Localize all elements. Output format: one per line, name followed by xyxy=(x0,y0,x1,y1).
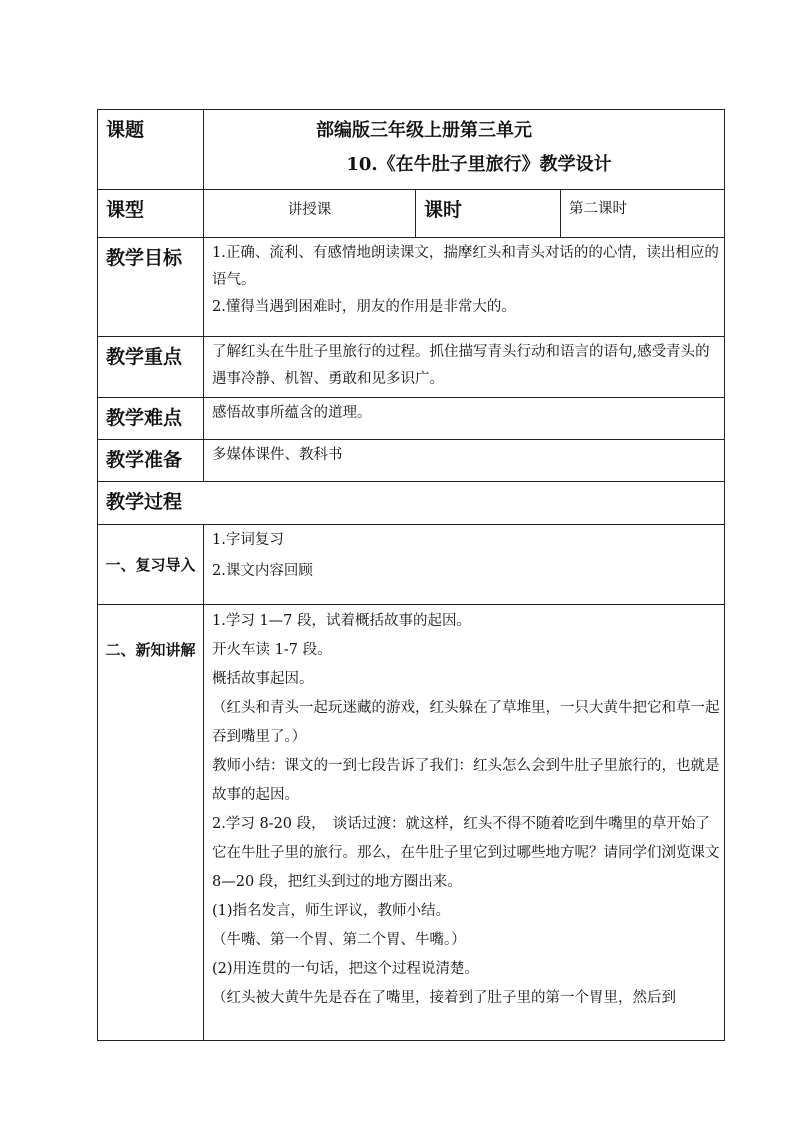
new-content-row xyxy=(98,605,725,1041)
difficulty-content: 感悟故事所蕴含的道理。 xyxy=(204,398,725,440)
title-line-1: 部编版三年级上册第三单元 xyxy=(316,120,532,141)
goal-line: 1.正确、流利、有感情地朗读课文，揣摩红头和青头对话的的心情，读出相应的语气。 xyxy=(212,245,719,288)
period-label: 课时 xyxy=(416,190,561,238)
key-points-row xyxy=(98,337,725,398)
process-label: 教学过程 xyxy=(98,482,725,525)
content-line: 概括故事起因。 xyxy=(212,671,314,687)
content-line: （红头被大黄牛先是吞在了嘴里，接着到了肚子里的第一个胃里，然后到 xyxy=(212,990,676,1006)
content-line: （牛嘴、第一个胃、第二个胃、牛嘴。） xyxy=(212,932,466,948)
content-line: （红头和青头一起玩迷藏的游戏，红头躲在了草堆里，一只大黄牛把它和草一起吞到嘴里了。） xyxy=(212,700,720,745)
content-line: (2)用连贯的一句话，把这个过程说清楚。 xyxy=(212,961,480,977)
review-content xyxy=(204,525,725,605)
new-content-label: 二、新知讲解 xyxy=(98,605,204,1041)
difficulty-row xyxy=(98,398,725,440)
type-label: 课型 xyxy=(98,190,204,238)
content-line: 1.学习 1—7 段，试着概括故事的起因。 xyxy=(212,613,472,629)
goals-row xyxy=(98,238,725,337)
type-row xyxy=(98,190,725,238)
title-row xyxy=(98,110,725,190)
preparation-label: 教学准备 xyxy=(98,440,204,482)
period-value: 第二课时 xyxy=(561,190,725,238)
content-line: 开火车读 1-7 段。 xyxy=(212,642,332,658)
content-line: 2.学习 8-20 段， 谈话过渡：就这样，红头不得不随着吃到牛嘴里的草开始了它在牛肚子里的旅行。那么，在牛肚子里它到过哪些地方呢？请同学们浏览课文 8—20 段，把红头到过的地方圈出来。 xyxy=(212,816,720,890)
goals-content xyxy=(204,238,725,337)
title-line-2: 10.《在牛肚子里旅行》教学设计 xyxy=(346,154,612,175)
type-value: 讲授课 xyxy=(204,190,416,238)
review-label: 一、复习导入 xyxy=(98,525,204,605)
difficulty-label: 教学难点 xyxy=(98,398,204,440)
preparation-content: 多媒体课件、教科书 xyxy=(204,440,725,482)
lesson-plan-table xyxy=(97,109,725,1041)
goal-line: 2.懂得当遇到困难时，朋友的作用是非常大的。 xyxy=(212,299,516,315)
goals-label: 教学目标 xyxy=(98,238,204,337)
title-cell xyxy=(204,110,725,190)
content-line: 教师小结：课文的一到七段告诉了我们：红头怎么会到牛肚子里旅行的，也就是故事的起因。 xyxy=(212,758,720,803)
process-row xyxy=(98,482,725,525)
review-row xyxy=(98,525,725,605)
new-content-body xyxy=(204,605,725,1041)
topic-label: 课题 xyxy=(98,110,204,190)
key-points-label: 教学重点 xyxy=(98,337,204,398)
key-points-content: 了解红头在牛肚子里旅行的过程。抓住描写青头行动和语言的语句,感受青头的遇事冷静、机智、勇敢和见多识广。 xyxy=(204,337,725,398)
review-line: 2.课文内容回顾 xyxy=(212,563,313,579)
content-line: (1)指名发言，师生评议，教师小结。 xyxy=(212,903,451,919)
preparation-row xyxy=(98,440,725,482)
review-line: 1.字词复习 xyxy=(212,532,284,548)
